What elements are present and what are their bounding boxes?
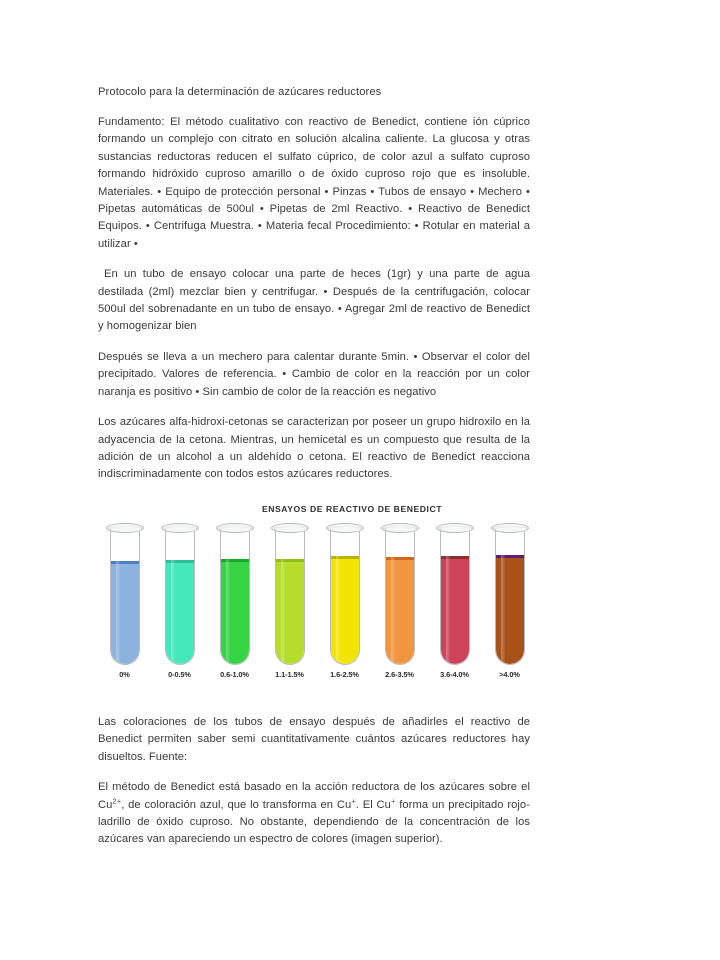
- test-tube-liquid: [496, 555, 524, 664]
- paragraph-azucares: Los azúcares alfa-hidroxi-cetonas se caracterizan por poseer un grupo hidroxilo en la adyacencia de la cetona. Mientras, un hemicetal es un compuesto que resulta de la adición de un alcohol a un aldehído o cetona. El reactivo de Benedict reacciona indiscriminadamente con todos estos azúcares reductores.: [98, 416, 530, 481]
- test-tube-label: 1.6-2.5%: [330, 670, 359, 679]
- test-tube-label: 3.6-4.0%: [440, 670, 469, 679]
- test-tube-rim: [216, 523, 254, 533]
- test-tube-icon: [218, 523, 252, 665]
- test-tube-icon: [383, 523, 417, 665]
- figure-title: ENSAYOS DE REACTIVO DE BENEDICT: [261, 504, 443, 514]
- test-tube-cell: [104, 523, 145, 679]
- test-tube-meniscus: [331, 556, 359, 559]
- test-tube-icon: [108, 523, 142, 665]
- test-tube-rim: [436, 523, 474, 533]
- test-tube-rim: [271, 523, 309, 533]
- test-tube-rim: [326, 523, 364, 533]
- test-tube-liquid: [331, 556, 359, 664]
- test-tube-rim-opening: [276, 527, 306, 532]
- test-tube-liquid: [276, 559, 304, 664]
- test-tube-cell: [434, 523, 475, 679]
- test-tube-meniscus: [221, 559, 249, 562]
- test-tube-icon: [328, 523, 362, 665]
- test-tube-cell: [324, 523, 365, 679]
- paragraph-procedimiento: En un tubo de ensayo colocar una parte de heces (1gr) y una parte de agua destilada (2ml) mezclar bien y centrifugar. • Después de la centrifugación, colocar 500ul del sobrenadante en un tubo de ensayo. • Agregar 2ml de reactivo de Benedict y homogenizar bien: [98, 268, 530, 333]
- paragraph-metodo: [98, 779, 530, 849]
- test-tube-meniscus: [496, 555, 524, 558]
- paragraph-calentamiento: Después se lleva a un mechero para calentar durante 5min. • Observar el color del precipitado. Valores de referencia. • Cambio de color en la reacción por un color naranja es positivo • Sin cambio de color de la reacción es negativo: [98, 350, 530, 398]
- test-tube-meniscus: [386, 557, 414, 560]
- test-tube-glass: [440, 529, 470, 665]
- test-tube-label: 2.6-3.5%: [385, 670, 414, 679]
- test-tube-cell: [489, 523, 530, 679]
- metodo-cu2-prefix: el Cu: [98, 781, 530, 811]
- test-tube-glass: [110, 529, 140, 665]
- metodo-cu1-prefix: , de coloración azul, que lo transforma en Cu: [121, 798, 352, 811]
- test-tube-rim-opening: [331, 527, 361, 532]
- page-title: Protocolo para la determinación de azúcares reductores: [98, 86, 382, 98]
- test-tube-label: 1.1-1.5%: [275, 670, 304, 679]
- test-tube-cell: [269, 523, 310, 679]
- test-tube-rim-opening: [166, 527, 196, 532]
- test-tube-label: >4.0%: [499, 670, 520, 679]
- paragraph-fundamento: Fundamento: El método cualitativo con reactivo de Benedict, contiene ión cúprico formando un complejo con citrato en solución alcalina caliente. La glucosa y otras sustancias reductoras reducen el sulfato cúprico, de color azul a sulfato cuproso formando hidróxido cuproso amarillo o de óxido cuproso rojo que es insoluble. Materiales. • Equipo de protección personal • Pinzas • Tubos de ensayo • Mechero • Pipetas automáticas de 500ul • Pipetas de 2ml Reactivo. • Reactivo de Benedict Equipos. • Centrifuga Muestra. • Materia fecal Procedimiento: • Rotular en material a utilizar •: [98, 116, 530, 250]
- test-tube-liquid: [221, 559, 249, 664]
- cu2-charge-superscript: 2+: [112, 795, 122, 805]
- metodo-cu1-second: . El Cu: [355, 798, 391, 811]
- test-tube-liquid: [441, 556, 469, 664]
- test-tube-rim-opening: [386, 527, 416, 532]
- metodo-line-4: los azúcares van apareciendo un espectro de colores (imagen superior).: [98, 816, 530, 846]
- test-tube-liquid: [386, 557, 414, 664]
- test-tube-rim-opening: [441, 527, 471, 532]
- test-tube-glass: [385, 529, 415, 665]
- test-tube-rim: [381, 523, 419, 533]
- test-tube-glass: [165, 529, 195, 665]
- document-body-top: [98, 84, 530, 497]
- test-tube-cell: [379, 523, 420, 679]
- test-tube-row: [98, 523, 550, 679]
- document-body-bottom: [98, 714, 530, 849]
- test-tube-icon: [163, 523, 197, 665]
- test-tube-glass: [220, 529, 250, 665]
- test-tube-rim-opening: [111, 527, 141, 532]
- test-tube-meniscus: [111, 561, 139, 564]
- test-tube-meniscus: [276, 559, 304, 562]
- test-tube-liquid: [111, 561, 139, 664]
- test-tube-label: 0%: [119, 670, 130, 679]
- test-tube-rim-opening: [496, 527, 526, 532]
- test-tube-meniscus: [441, 556, 469, 559]
- test-tube-cell: [159, 523, 200, 679]
- test-tube-rim-opening: [221, 527, 251, 532]
- test-tube-rim: [106, 523, 144, 533]
- test-tube-rim: [491, 523, 529, 533]
- test-tube-liquid: [166, 560, 194, 664]
- paragraph-coloraciones: Las coloraciones de los tubos de ensayo después de añadirles el reactivo de Benedict permiten saber semi cuantitativamente cuántos azúcares reductores hay disueltos. Fuente:: [98, 716, 530, 763]
- test-tube-icon: [438, 523, 472, 665]
- test-tube-glass: [275, 529, 305, 665]
- test-tube-icon: [273, 523, 307, 665]
- test-tube-cell: [214, 523, 255, 679]
- test-tube-icon: [493, 523, 527, 665]
- test-tube-rim: [161, 523, 199, 533]
- test-tube-glass: [495, 529, 525, 665]
- cu1-charge-superscript-b: +: [390, 795, 396, 805]
- metodo-line-1: El método de Benedict está basado en la acción reductora de los azúcares sobre: [98, 781, 518, 794]
- test-tube-label: 0.6-1.0%: [220, 670, 249, 679]
- test-tube-glass: [330, 529, 360, 665]
- metodo-line-3: rojo-ladrillo de óxido cuproso. No obstante, dependiendo de la concentración de: [98, 798, 530, 829]
- cu1-charge-superscript-a: +: [351, 795, 356, 805]
- test-tube-meniscus: [166, 560, 194, 563]
- metodo-precipitado: forma un precipitado: [395, 798, 504, 811]
- test-tube-label: 0-0.5%: [168, 670, 191, 679]
- benedict-test-figure: [98, 504, 550, 679]
